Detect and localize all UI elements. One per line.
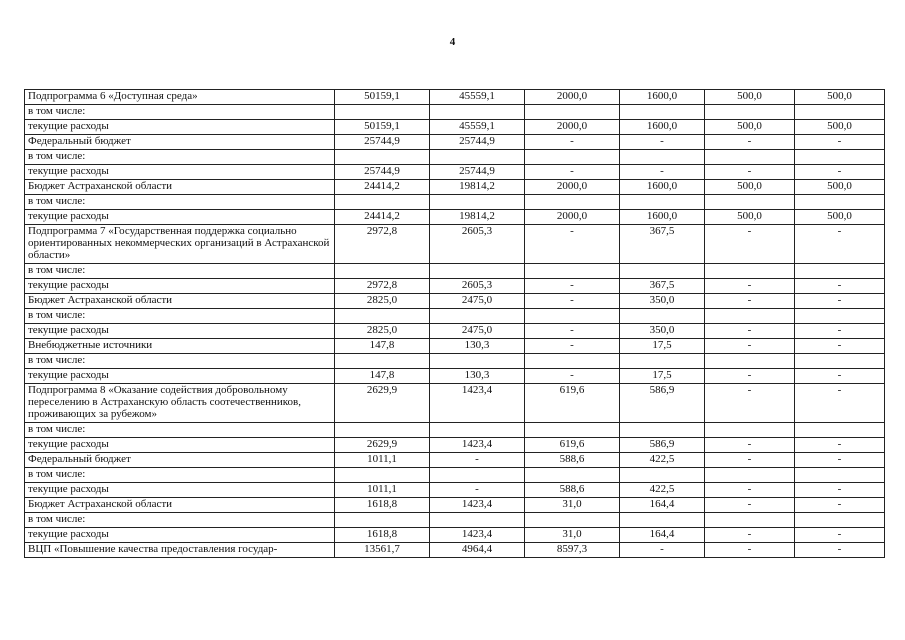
value-cell: - <box>705 528 795 543</box>
value-cell: - <box>795 483 885 498</box>
table-row <box>25 165 885 180</box>
table-row <box>25 483 885 498</box>
row-label: Бюджет Астраханской области <box>25 294 335 309</box>
value-cell <box>620 468 705 483</box>
value-cell: 31,0 <box>525 498 620 513</box>
value-cell <box>335 468 430 483</box>
value-cell <box>430 354 525 369</box>
value-cell: 19814,2 <box>430 210 525 225</box>
value-cell <box>705 513 795 528</box>
value-cell: - <box>705 438 795 453</box>
value-cell: 1600,0 <box>620 120 705 135</box>
row-label: текущие расходы <box>25 438 335 453</box>
table-row <box>25 225 885 264</box>
table-row <box>25 513 885 528</box>
value-cell: - <box>620 165 705 180</box>
table-row <box>25 498 885 513</box>
value-cell <box>430 309 525 324</box>
value-cell <box>525 195 620 210</box>
value-cell <box>335 513 430 528</box>
row-label: Подпрограмма 6 «Доступная среда» <box>25 90 335 105</box>
row-label: в том числе: <box>25 423 335 438</box>
table-row <box>25 528 885 543</box>
value-cell <box>525 105 620 120</box>
value-cell: - <box>620 543 705 558</box>
value-cell: - <box>525 165 620 180</box>
table-row <box>25 453 885 468</box>
value-cell <box>795 423 885 438</box>
value-cell: 500,0 <box>705 120 795 135</box>
table-row <box>25 135 885 150</box>
value-cell: - <box>525 369 620 384</box>
page-number: 4 <box>449 36 456 48</box>
value-cell <box>620 264 705 279</box>
value-cell: - <box>705 384 795 423</box>
value-cell <box>620 105 705 120</box>
value-cell: 1618,8 <box>335 498 430 513</box>
value-cell: 164,4 <box>620 528 705 543</box>
row-label: в том числе: <box>25 264 335 279</box>
value-cell <box>335 354 430 369</box>
value-cell: 367,5 <box>620 279 705 294</box>
value-cell: - <box>705 543 795 558</box>
value-cell: 2000,0 <box>525 90 620 105</box>
value-cell: 2605,3 <box>430 279 525 294</box>
value-cell <box>705 195 795 210</box>
value-cell: - <box>795 339 885 354</box>
value-cell: - <box>705 369 795 384</box>
value-cell: 350,0 <box>620 294 705 309</box>
value-cell: - <box>705 483 795 498</box>
value-cell: 1423,4 <box>430 528 525 543</box>
value-cell: - <box>705 453 795 468</box>
value-cell: 1423,4 <box>430 498 525 513</box>
value-cell: 422,5 <box>620 453 705 468</box>
value-cell: 2825,0 <box>335 324 430 339</box>
value-cell: 500,0 <box>705 180 795 195</box>
value-cell: 500,0 <box>705 210 795 225</box>
value-cell: 147,8 <box>335 369 430 384</box>
table-row <box>25 294 885 309</box>
value-cell: - <box>795 135 885 150</box>
value-cell: 1011,1 <box>335 453 430 468</box>
value-cell: 586,9 <box>620 438 705 453</box>
value-cell <box>795 513 885 528</box>
value-cell: 19814,2 <box>430 180 525 195</box>
value-cell: - <box>705 135 795 150</box>
value-cell <box>620 195 705 210</box>
value-cell: 2605,3 <box>430 225 525 264</box>
value-cell: - <box>430 483 525 498</box>
row-label: текущие расходы <box>25 528 335 543</box>
row-label: в том числе: <box>25 105 335 120</box>
value-cell: - <box>795 165 885 180</box>
value-cell: - <box>795 225 885 264</box>
budget-table <box>24 89 885 558</box>
table-row <box>25 339 885 354</box>
value-cell: - <box>525 279 620 294</box>
row-label: в том числе: <box>25 468 335 483</box>
row-label: в том числе: <box>25 354 335 369</box>
value-cell <box>795 195 885 210</box>
value-cell: 2972,8 <box>335 225 430 264</box>
row-label: Бюджет Астраханской области <box>25 498 335 513</box>
value-cell: - <box>795 324 885 339</box>
value-cell: 1600,0 <box>620 180 705 195</box>
value-cell <box>430 105 525 120</box>
value-cell: 2825,0 <box>335 294 430 309</box>
value-cell: 8597,3 <box>525 543 620 558</box>
value-cell <box>335 423 430 438</box>
row-label: в том числе: <box>25 309 335 324</box>
value-cell: 164,4 <box>620 498 705 513</box>
value-cell: 25744,9 <box>335 135 430 150</box>
value-cell: 25744,9 <box>430 165 525 180</box>
value-cell: 367,5 <box>620 225 705 264</box>
value-cell: 25744,9 <box>430 135 525 150</box>
table-row <box>25 195 885 210</box>
value-cell: 619,6 <box>525 438 620 453</box>
value-cell <box>620 423 705 438</box>
value-cell <box>795 264 885 279</box>
value-cell: - <box>795 528 885 543</box>
row-label: Подпрограмма 7 «Государственная поддержка социально ориентированных некоммерческих организаций в Астраханской области» <box>25 225 335 264</box>
value-cell: - <box>620 135 705 150</box>
value-cell: - <box>430 453 525 468</box>
value-cell: - <box>525 324 620 339</box>
table-row <box>25 384 885 423</box>
value-cell <box>525 150 620 165</box>
value-cell <box>795 105 885 120</box>
value-cell: 588,6 <box>525 453 620 468</box>
value-cell <box>795 309 885 324</box>
table-row <box>25 324 885 339</box>
value-cell <box>705 423 795 438</box>
row-label: Федеральный бюджет <box>25 453 335 468</box>
value-cell <box>525 423 620 438</box>
value-cell: 45559,1 <box>430 120 525 135</box>
value-cell: - <box>525 294 620 309</box>
value-cell <box>795 150 885 165</box>
row-label: в том числе: <box>25 150 335 165</box>
value-cell: 586,9 <box>620 384 705 423</box>
value-cell <box>335 309 430 324</box>
value-cell: 588,6 <box>525 483 620 498</box>
value-cell <box>705 105 795 120</box>
value-cell: 4964,4 <box>430 543 525 558</box>
value-cell: - <box>705 339 795 354</box>
value-cell: 1011,1 <box>335 483 430 498</box>
value-cell <box>335 264 430 279</box>
value-cell: 619,6 <box>525 384 620 423</box>
value-cell: 2475,0 <box>430 294 525 309</box>
row-label: ВЦП «Повышение качества предоставления государ- <box>25 543 335 558</box>
value-cell: 45559,1 <box>430 90 525 105</box>
row-label: текущие расходы <box>25 324 335 339</box>
value-cell <box>335 105 430 120</box>
value-cell: - <box>705 324 795 339</box>
value-cell: 500,0 <box>795 120 885 135</box>
row-label: текущие расходы <box>25 165 335 180</box>
budget-table-body <box>25 90 885 558</box>
value-cell: 147,8 <box>335 339 430 354</box>
value-cell: 50159,1 <box>335 90 430 105</box>
value-cell: - <box>795 453 885 468</box>
value-cell: - <box>795 543 885 558</box>
value-cell: - <box>705 279 795 294</box>
table-row <box>25 438 885 453</box>
value-cell <box>620 354 705 369</box>
value-cell <box>430 513 525 528</box>
value-cell: 31,0 <box>525 528 620 543</box>
value-cell: 130,3 <box>430 339 525 354</box>
value-cell: 130,3 <box>430 369 525 384</box>
value-cell <box>430 468 525 483</box>
value-cell <box>705 264 795 279</box>
table-row <box>25 90 885 105</box>
value-cell <box>525 513 620 528</box>
row-label: Федеральный бюджет <box>25 135 335 150</box>
value-cell: - <box>525 339 620 354</box>
value-cell: - <box>705 225 795 264</box>
value-cell <box>705 309 795 324</box>
value-cell: - <box>705 165 795 180</box>
value-cell: 500,0 <box>795 210 885 225</box>
value-cell: 2000,0 <box>525 180 620 195</box>
value-cell: 350,0 <box>620 324 705 339</box>
table-row <box>25 309 885 324</box>
row-label: текущие расходы <box>25 369 335 384</box>
row-label: Подпрограмма 8 «Оказание содействия добровольному переселению в Астраханскую область соотечественников, проживающих за рубежом» <box>25 384 335 423</box>
value-cell: 1600,0 <box>620 210 705 225</box>
value-cell <box>525 309 620 324</box>
value-cell: 17,5 <box>620 339 705 354</box>
value-cell: 500,0 <box>795 180 885 195</box>
value-cell <box>430 195 525 210</box>
table-row <box>25 279 885 294</box>
value-cell: 13561,7 <box>335 543 430 558</box>
value-cell <box>335 150 430 165</box>
value-cell: 2629,9 <box>335 384 430 423</box>
value-cell: 2000,0 <box>525 210 620 225</box>
value-cell <box>795 468 885 483</box>
value-cell: - <box>795 384 885 423</box>
value-cell: 500,0 <box>795 90 885 105</box>
value-cell <box>430 264 525 279</box>
row-label: текущие расходы <box>25 120 335 135</box>
value-cell: 1618,8 <box>335 528 430 543</box>
value-cell: 24414,2 <box>335 180 430 195</box>
value-cell: 17,5 <box>620 369 705 384</box>
table-row <box>25 180 885 195</box>
value-cell <box>335 195 430 210</box>
value-cell <box>705 354 795 369</box>
value-cell: 24414,2 <box>335 210 430 225</box>
value-cell: - <box>795 369 885 384</box>
table-row <box>25 369 885 384</box>
value-cell: - <box>705 498 795 513</box>
value-cell <box>525 468 620 483</box>
value-cell <box>620 150 705 165</box>
value-cell <box>430 150 525 165</box>
table-row <box>25 423 885 438</box>
value-cell: 500,0 <box>705 90 795 105</box>
value-cell: - <box>795 498 885 513</box>
value-cell: - <box>525 135 620 150</box>
value-cell: 2972,8 <box>335 279 430 294</box>
value-cell <box>620 309 705 324</box>
table-row <box>25 105 885 120</box>
value-cell: - <box>525 225 620 264</box>
value-cell <box>795 354 885 369</box>
row-label: Внебюджетные источники <box>25 339 335 354</box>
table-row <box>25 264 885 279</box>
value-cell <box>705 150 795 165</box>
value-cell: 25744,9 <box>335 165 430 180</box>
value-cell <box>525 264 620 279</box>
table-row <box>25 120 885 135</box>
value-cell: 50159,1 <box>335 120 430 135</box>
value-cell: - <box>795 294 885 309</box>
value-cell: 2000,0 <box>525 120 620 135</box>
value-cell: 1423,4 <box>430 384 525 423</box>
row-label: в том числе: <box>25 513 335 528</box>
row-label: в том числе: <box>25 195 335 210</box>
value-cell: 1423,4 <box>430 438 525 453</box>
value-cell <box>705 468 795 483</box>
row-label: текущие расходы <box>25 279 335 294</box>
row-label: текущие расходы <box>25 210 335 225</box>
row-label: Бюджет Астраханской области <box>25 180 335 195</box>
table-row <box>25 210 885 225</box>
value-cell: - <box>795 438 885 453</box>
value-cell: 1600,0 <box>620 90 705 105</box>
value-cell <box>525 354 620 369</box>
value-cell <box>620 513 705 528</box>
table-row <box>25 150 885 165</box>
value-cell <box>430 423 525 438</box>
table-row <box>25 468 885 483</box>
table-row <box>25 354 885 369</box>
value-cell: 2629,9 <box>335 438 430 453</box>
row-label: текущие расходы <box>25 483 335 498</box>
value-cell: - <box>705 294 795 309</box>
value-cell: - <box>795 279 885 294</box>
value-cell: 2475,0 <box>430 324 525 339</box>
value-cell: 422,5 <box>620 483 705 498</box>
table-row <box>25 543 885 558</box>
